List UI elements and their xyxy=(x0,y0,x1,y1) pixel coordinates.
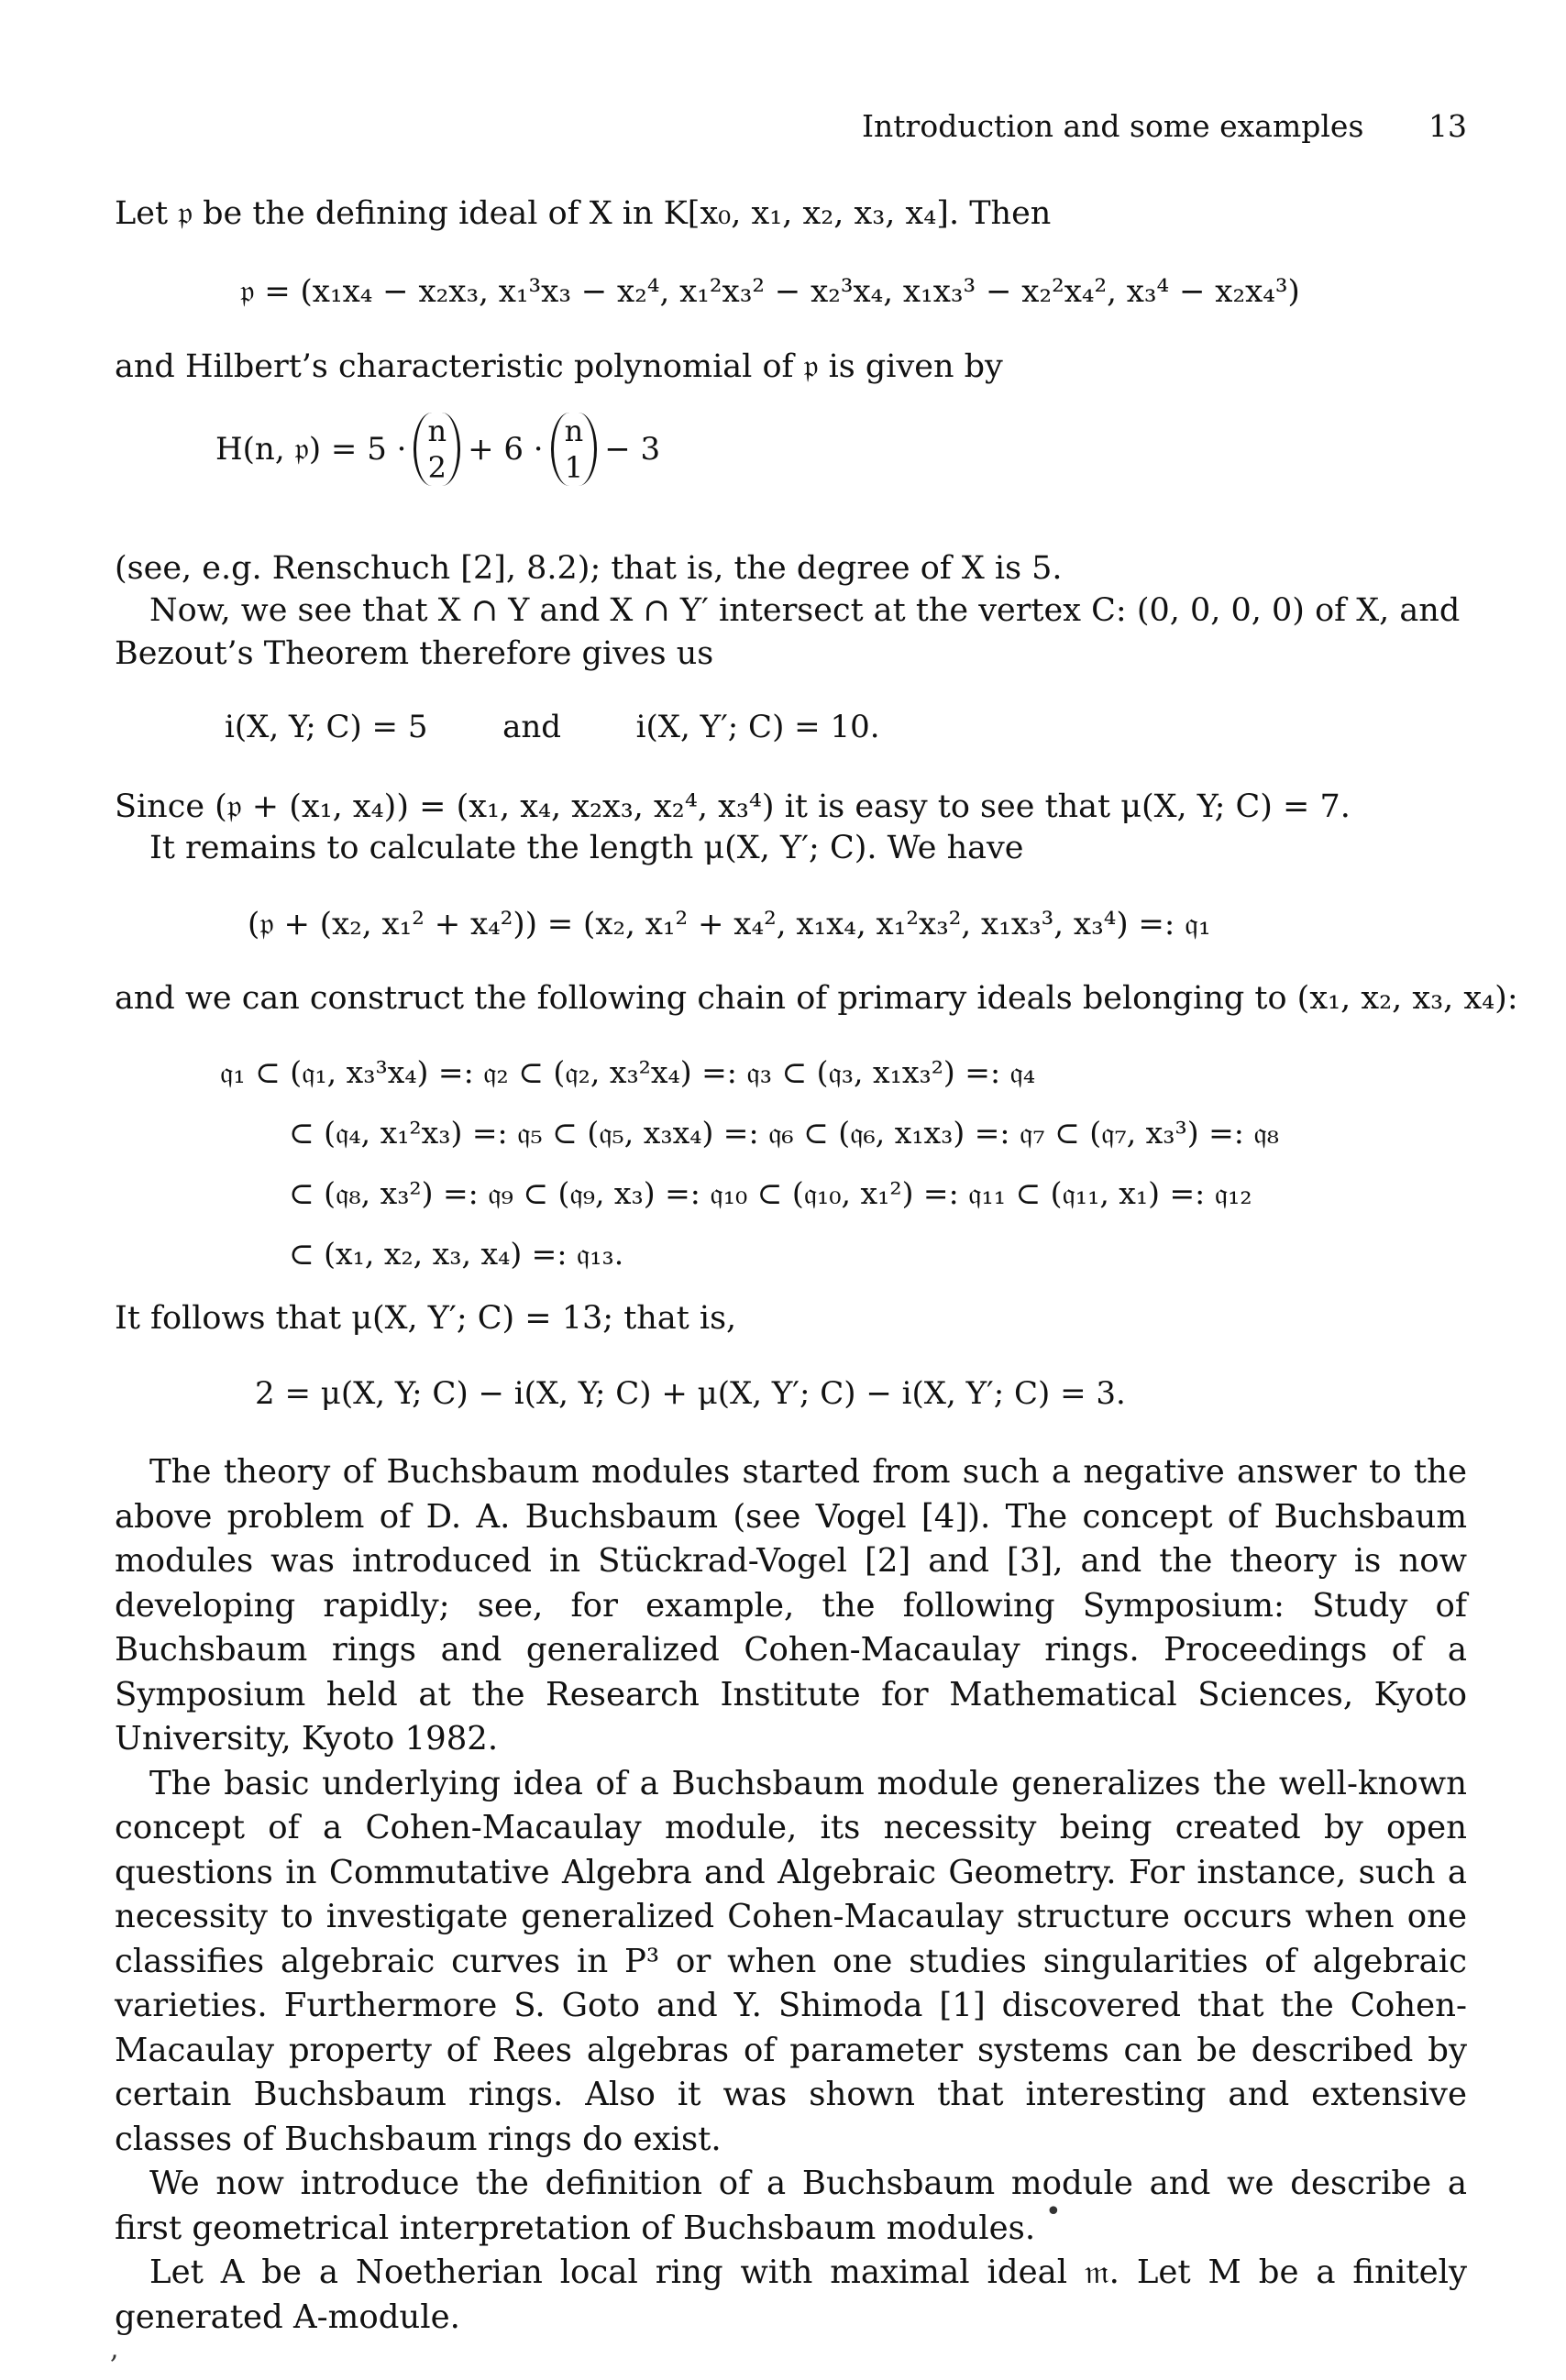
paragraph: The theory of Buchsbaum modules started from such a negative answer to the above problem of D. A. Buchsbaum (see Vogel [4]). The concept of Buchsbaum modules was introduced in Stückrad-Vogel [2] and [3], and the theory is now developing rapidly; see, for example, the following Symposium: Study of Buchsbaum rings and generalized Cohen-Macaulay rings. Proceedings of a Symposium held at the Research Institute for Mathematical Sciences, Kyoto University, Kyoto 1982. xyxy=(115,1453,1467,1757)
text-line: (see, e.g. Renschuch [2], 8.2); that is, the degree of X is 5. xyxy=(115,550,1063,587)
text-line: It remains to calculate the length μ(X, Y′; C). We have xyxy=(149,830,1024,866)
running-head xyxy=(862,108,1467,144)
text-line: Now, we see that X ∩ Y and X ∩ Y′ intersect at the vertex C: (0, 0, 0, 0) of X, and xyxy=(149,592,1461,629)
equation-q1: (𝔭 + (x₂, x₁² + x₄²)) = (x₂, x₁² + x₄², x₁x₄, x₁²x₃², x₁x₃³, x₃⁴) =: 𝔮₁ xyxy=(248,906,1211,942)
eq-part: i(X, Y; C) = 5 xyxy=(225,709,428,745)
binomial-bottom: 1 xyxy=(564,450,584,485)
paragraph: We now introduce the definition of a Buchsbaum module and we describe a first geometrical interpretation of Buchsbaum modules. xyxy=(115,2165,1467,2247)
stray-mark: , xyxy=(110,2333,119,2365)
binomial-n-1 xyxy=(551,413,598,486)
chain-line: 𝔮₁ ⊂ (𝔮₁, x₃³x₄) =: 𝔮₂ ⊂ (𝔮₂, x₃²x₄) =: 𝔮₃ ⊂ (𝔮₃, x₁x₃²) =: 𝔮₄ xyxy=(220,1054,1036,1090)
equation-final: 2 = μ(X, Y; C) − i(X, Y; C) + μ(X, Y′; C) − i(X, Y′; C) = 3. xyxy=(255,1375,1126,1412)
chain-line: ⊂ (𝔮₈, x₃²) =: 𝔮₉ ⊂ (𝔮₉, x₃) =: 𝔮₁₀ ⊂ (𝔮₁₀, x₁²) =: 𝔮₁₁ ⊂ (𝔮₁₁, x₁) =: 𝔮₁₂ xyxy=(289,1175,1252,1211)
equation-ideal-p: 𝔭 = (x₁x₄ − x₂x₃, x₁³x₃ − x₂⁴, x₁²x₃² − x₂³x₄, x₁x₃³ − x₂²x₄², x₃⁴ − x₂x₄³) xyxy=(240,273,1300,310)
eq-part: H(n, 𝔭) = 5 · xyxy=(215,431,407,468)
binomial-top: n xyxy=(427,413,447,448)
paragraph: Let A be a Noetherian local ring with maximal ideal 𝔪. Let M be a finitely generated A-module. xyxy=(115,2253,1467,2336)
text-line: Let 𝔭 be the defining ideal of X in K[x₀, x₁, x₂, x₃, x₄]. Then xyxy=(115,195,1052,232)
text-line: It follows that μ(X, Y′; C) = 13; that is, xyxy=(115,1300,737,1337)
equation-intersection-multiplicity xyxy=(225,709,880,745)
text-line: Since (𝔭 + (x₁, x₄)) = (x₁, x₄, x₂x₃, x₂⁴, x₃⁴) it is easy to see that μ(X, Y; C) = 7. xyxy=(115,788,1351,825)
binomial-top: n xyxy=(564,413,584,448)
paragraph: The basic underlying idea of a Buchsbaum module generalizes the well-known concept of a Cohen-Macaulay module, its necessity being created by open questions in Commutative Algebra and Algebraic Geometry. For instance, such a necessity to investigate generalized Cohen-Macaulay structure occurs when one classifies algebraic curves in P³ or when one studies singularities of algebraic varieties. Furthermore S. Goto and Y. Shimoda [1] discovered that the Cohen-Macaulay property of Rees algebras of parameter systems can be described by certain Buchsbaum rings. Also it was shown that interesting and extensive classes of Buchsbaum rings do exist. xyxy=(115,1764,1467,2158)
eq-part: and xyxy=(502,709,562,745)
eq-part: − 3 xyxy=(604,431,661,468)
text-line: and Hilbert’s characteristic polynomial of 𝔭 is given by xyxy=(115,348,1003,385)
equation-hilbert-polynomial xyxy=(215,413,660,486)
chain-line: ⊂ (𝔮₄, x₁²x₃) =: 𝔮₅ ⊂ (𝔮₅, x₃x₄) =: 𝔮₆ ⊂ (𝔮₆, x₁x₃) =: 𝔮₇ ⊂ (𝔮₇, x₃³) =: 𝔮₈ xyxy=(289,1115,1279,1151)
binomial-bottom: 2 xyxy=(427,450,447,485)
chain-line: ⊂ (x₁, x₂, x₃, x₄) =: 𝔮₁₃. xyxy=(289,1236,624,1272)
text-line: Bezout’s Theorem therefore gives us xyxy=(115,635,714,672)
text-line: and we can construct the following chain of primary ideals belonging to (x₁, x₂, x₃, x₄): xyxy=(115,980,1518,1017)
stray-mark: • xyxy=(1045,2196,1062,2228)
page-number: 13 xyxy=(1428,108,1467,144)
body-text xyxy=(115,1450,1467,2340)
eq-part: + 6 · xyxy=(468,431,544,468)
binomial-n-2 xyxy=(414,413,460,486)
eq-part: i(X, Y′; C) = 10. xyxy=(635,709,880,745)
running-title: Introduction and some examples xyxy=(862,108,1364,144)
